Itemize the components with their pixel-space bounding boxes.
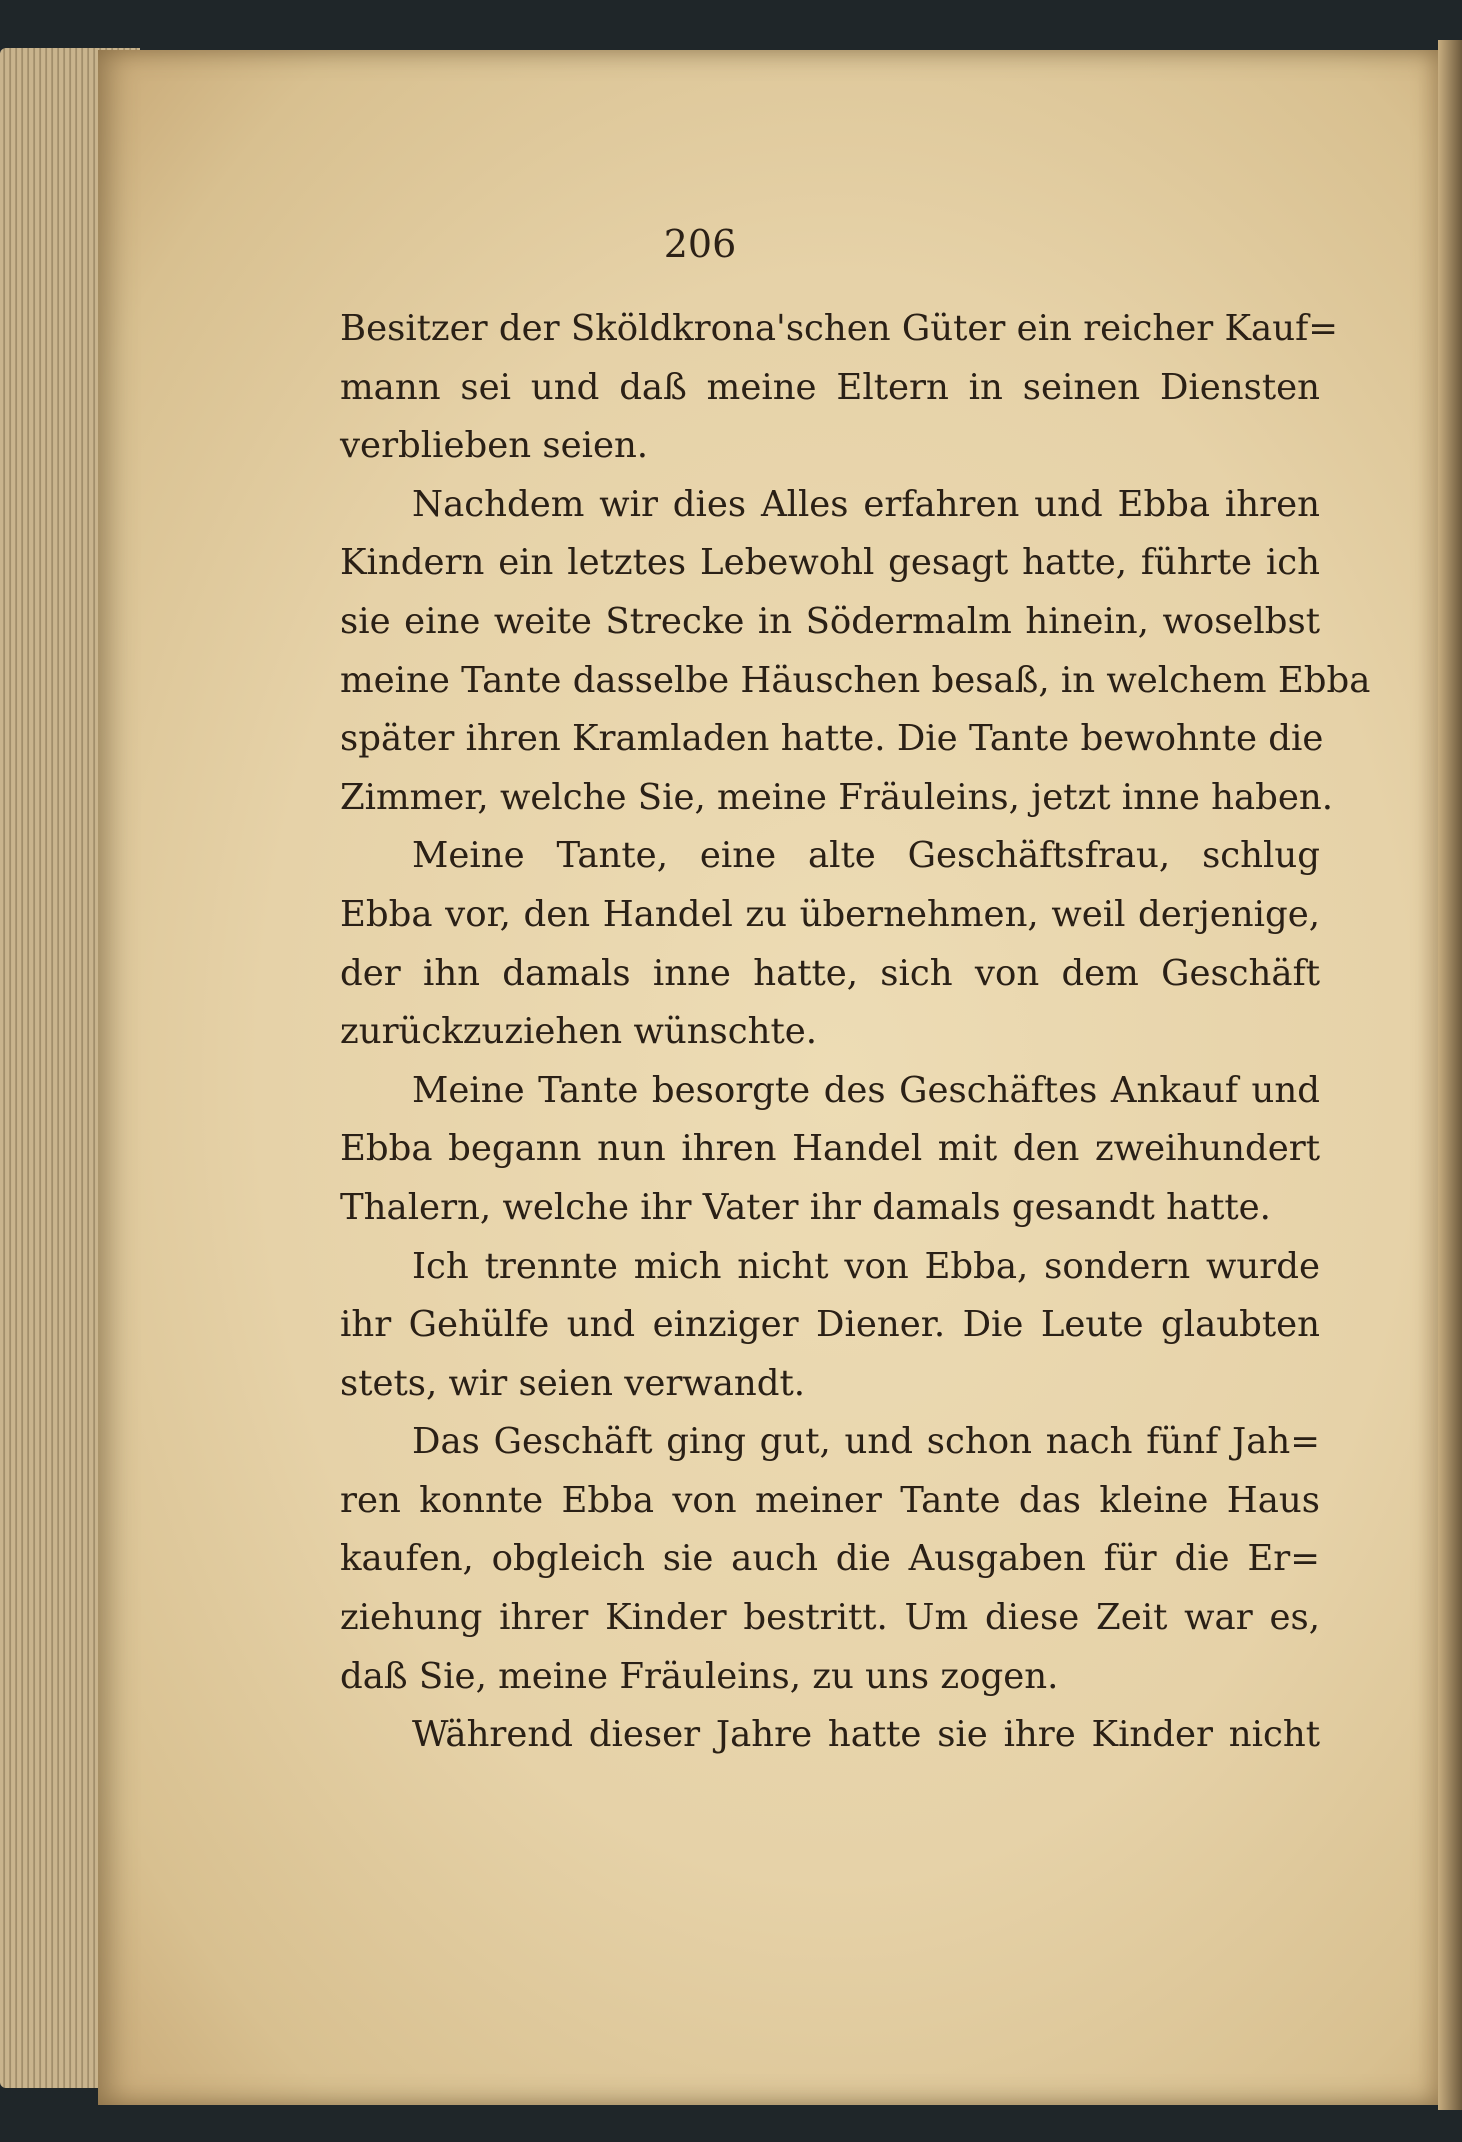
text-line: meine Tante dasselbe Häuschen besaß, in welchem Ebba bbox=[340, 659, 1371, 701]
text-line: ihr Gehülfe und einziger Diener. Die Leute glaubten bbox=[340, 1304, 1320, 1346]
text-line: Kindern ein letztes Lebewohl gesagt hatte, führte ich bbox=[340, 542, 1320, 584]
text-line: stets, wir seien verwandt. bbox=[340, 1362, 806, 1404]
text-line: Meine Tante, eine alte Geschäftsfrau, schlug bbox=[412, 835, 1320, 877]
text-line: später ihren Kramladen hatte. Die Tante bewohnte die bbox=[340, 718, 1324, 760]
text-line: Während dieser Jahre hatte sie ihre Kinder nicht bbox=[412, 1714, 1320, 1756]
text-line: Nachdem wir dies Alles erfahren und Ebba ihren bbox=[412, 483, 1320, 525]
text-line: der ihn damals inne hatte, sich von dem Geschäft bbox=[340, 952, 1320, 994]
page-number: 206 bbox=[663, 222, 737, 266]
text-line: ziehung ihrer Kinder bestritt. Um diese Zeit war es, bbox=[340, 1597, 1320, 1639]
text-line: Ebba vor, den Handel zu übernehmen, weil derjenige, bbox=[340, 893, 1320, 935]
text-line: Meine Tante besorgte des Geschäftes Ankauf und bbox=[412, 1069, 1320, 1111]
text-line: Ebba begann nun ihren Handel mit den zweihundert bbox=[340, 1128, 1320, 1170]
text-line: Zimmer, welche Sie, meine Fräuleins, jetzt inne haben. bbox=[340, 776, 1334, 818]
text-line: Besitzer der Sköldkrona'schen Güter ein reicher Kauf= bbox=[340, 308, 1338, 349]
right-page-edge bbox=[1438, 40, 1462, 2110]
text-line: Das Geschäft ging gut, und schon nach fünf Jah= bbox=[412, 1421, 1320, 1463]
text-line: sie eine weite Strecke in Södermalm hinein, woselbst bbox=[340, 600, 1320, 642]
text-line: zurückzuziehen wünschte. bbox=[340, 1011, 818, 1053]
text-line: daß Sie, meine Fräuleins, zu uns zogen. bbox=[340, 1655, 1059, 1697]
text-line: verblieben seien. bbox=[340, 425, 649, 467]
text-line: ren konnte Ebba von meiner Tante das kleine Haus bbox=[340, 1479, 1320, 1521]
text-line: Ich trennte mich nicht von Ebba, sondern wurde bbox=[412, 1245, 1320, 1287]
text-line: mann sei und daß meine Eltern in seinen Diensten bbox=[340, 366, 1320, 408]
body-text bbox=[340, 300, 1371, 1765]
text-line: Thalern, welche ihr Vater ihr damals gesandt hatte. bbox=[340, 1186, 1271, 1228]
text-line: kaufen, obgleich sie auch die Ausgaben für die Er= bbox=[340, 1538, 1320, 1580]
